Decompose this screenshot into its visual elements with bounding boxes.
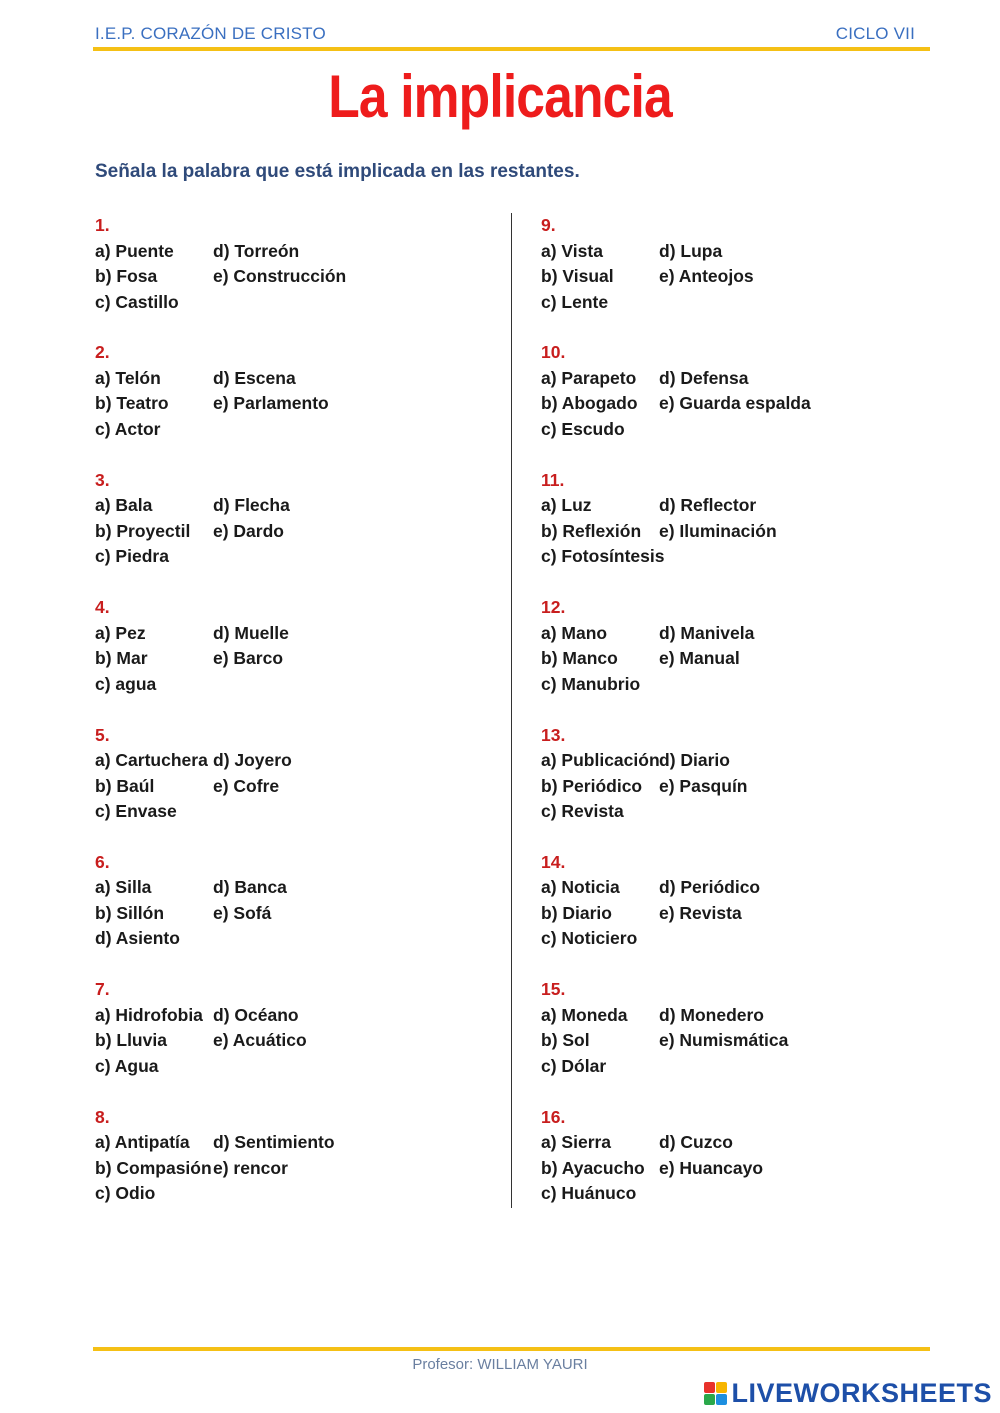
option-row xyxy=(95,264,495,290)
option-text[interactable]: d) Lupa xyxy=(659,240,723,261)
question-item xyxy=(95,595,495,722)
option-text[interactable]: a) Telón xyxy=(95,367,161,388)
option-row xyxy=(541,519,941,545)
option-text[interactable]: d) Sentimiento xyxy=(213,1132,335,1153)
option-row xyxy=(95,366,495,392)
option-text[interactable]: e) Manual xyxy=(659,648,740,669)
liveworksheets-logo-icon xyxy=(704,1382,727,1405)
option-text[interactable]: d) Periódico xyxy=(659,877,761,898)
question-item xyxy=(541,213,941,340)
option-row xyxy=(541,926,941,952)
option-text[interactable]: c) agua xyxy=(95,673,157,694)
option-text[interactable]: c) Lente xyxy=(541,291,609,312)
option-text[interactable]: e) Huancayo xyxy=(659,1157,764,1178)
option-text[interactable]: a) Noticia xyxy=(541,877,620,898)
option-row xyxy=(95,748,495,774)
question-number: 9. xyxy=(541,215,556,235)
question-number: 10. xyxy=(541,342,566,363)
option-row xyxy=(95,1156,495,1182)
option-row xyxy=(95,417,495,443)
option-text[interactable]: e) Revista xyxy=(659,902,742,923)
top-rule xyxy=(93,47,930,51)
question-number: 15. xyxy=(541,979,566,1000)
option-text[interactable]: e) Guarda espalda xyxy=(659,393,811,414)
option-row xyxy=(541,646,941,672)
option-row xyxy=(95,391,495,417)
option-text[interactable]: e) rencor xyxy=(213,1157,288,1178)
option-row xyxy=(541,366,941,392)
option-text[interactable]: a) Pez xyxy=(95,622,146,643)
option-row xyxy=(95,875,495,901)
option-text[interactable]: b) Sillón xyxy=(95,902,165,923)
option-row xyxy=(541,901,941,927)
option-row xyxy=(95,519,495,545)
option-text[interactable]: a) Moneda xyxy=(541,1004,628,1025)
questions-right-column xyxy=(541,213,941,1232)
option-text[interactable]: c) Piedra xyxy=(95,546,169,567)
option-row xyxy=(95,544,495,570)
question-number: 6. xyxy=(95,851,110,872)
option-text[interactable]: d) Reflector xyxy=(659,495,757,516)
option-text[interactable]: d) Banca xyxy=(213,877,287,898)
question-item xyxy=(541,977,941,1104)
question-number: 8. xyxy=(95,1106,110,1127)
option-text[interactable]: b) Baúl xyxy=(95,775,155,796)
option-row xyxy=(541,1130,941,1156)
option-text[interactable]: d) Escena xyxy=(213,367,296,388)
option-text[interactable]: b) Teatro xyxy=(95,393,169,414)
option-row xyxy=(95,1003,495,1029)
option-row xyxy=(541,1156,941,1182)
question-item xyxy=(95,723,495,850)
option-text[interactable]: e) Cofre xyxy=(213,775,280,796)
option-text[interactable]: b) Periódico xyxy=(541,775,643,796)
option-row xyxy=(541,748,941,774)
option-row xyxy=(541,264,941,290)
question-number: 14. xyxy=(541,851,566,872)
option-text[interactable]: c) Castillo xyxy=(95,291,179,312)
option-text[interactable]: d) Asiento xyxy=(95,928,180,949)
option-row xyxy=(95,493,495,519)
question-number: 11. xyxy=(541,469,565,490)
option-text[interactable]: e) Acuático xyxy=(213,1030,307,1051)
option-row xyxy=(95,1054,495,1080)
option-text[interactable]: a) Vista xyxy=(541,240,603,261)
question-item xyxy=(95,977,495,1104)
bottom-rule xyxy=(93,1347,930,1351)
cycle-label: CICLO VII xyxy=(835,24,915,43)
column-divider xyxy=(511,213,512,1208)
option-text[interactable]: a) Antipatía xyxy=(95,1132,190,1153)
option-text[interactable]: b) Sol xyxy=(541,1030,590,1051)
option-text[interactable]: c) Dólar xyxy=(541,1055,607,1076)
option-row xyxy=(541,774,941,800)
question-item xyxy=(541,468,941,595)
option-text[interactable]: b) Ayacucho xyxy=(541,1157,645,1178)
option-row xyxy=(541,544,941,570)
question-item xyxy=(95,850,495,977)
option-row xyxy=(541,417,941,443)
question-number: 1. xyxy=(95,215,110,235)
option-text[interactable]: c) Agua xyxy=(95,1055,159,1076)
option-text[interactable]: a) Sierra xyxy=(541,1132,612,1153)
option-row xyxy=(95,239,495,265)
option-text[interactable]: b) Reflexión xyxy=(541,520,642,541)
option-text[interactable]: a) Puente xyxy=(95,240,174,261)
option-text[interactable]: a) Bala xyxy=(95,495,153,516)
option-text[interactable]: b) Diario xyxy=(541,902,612,923)
question-item xyxy=(541,595,941,722)
question-item xyxy=(95,213,495,340)
option-text[interactable]: a) Publicación xyxy=(541,750,660,771)
option-row xyxy=(95,901,495,927)
option-row xyxy=(541,621,941,647)
option-text[interactable]: b) Fosa xyxy=(95,266,158,286)
question-item xyxy=(95,468,495,595)
option-text[interactable]: a) Cartuchera xyxy=(95,750,208,771)
option-text[interactable]: c) Envase xyxy=(95,801,177,822)
question-item xyxy=(95,340,495,467)
option-text[interactable]: d) Flecha xyxy=(213,495,290,516)
option-row xyxy=(95,799,495,825)
option-text[interactable]: a) Parapeto xyxy=(541,367,637,388)
question-item xyxy=(541,723,941,850)
question-number: 7. xyxy=(95,979,110,1000)
option-row xyxy=(541,391,941,417)
option-row xyxy=(541,672,941,698)
question-item xyxy=(541,1105,941,1232)
option-text[interactable]: d) Defensa xyxy=(659,367,749,388)
option-row xyxy=(541,1028,941,1054)
option-text[interactable]: e) Parlamento xyxy=(213,393,329,414)
option-text[interactable]: e) Construcción xyxy=(213,266,347,286)
option-text[interactable]: c) Revista xyxy=(541,801,624,822)
option-text[interactable]: d) Torreón xyxy=(213,240,300,261)
question-number: 3. xyxy=(95,469,110,490)
option-row xyxy=(95,774,495,800)
option-text[interactable]: c) Huánuco xyxy=(541,1183,637,1204)
option-row xyxy=(541,1054,941,1080)
option-text[interactable]: c) Odio xyxy=(95,1183,156,1204)
option-row xyxy=(541,799,941,825)
option-text[interactable]: a) Silla xyxy=(95,877,152,898)
option-text[interactable]: d) Cuzco xyxy=(659,1132,733,1153)
option-text[interactable]: b) Visual xyxy=(541,266,614,286)
option-text[interactable]: e) Dardo xyxy=(213,520,284,541)
question-number: 2. xyxy=(95,342,110,363)
option-text[interactable]: a) Luz xyxy=(541,495,592,516)
option-text[interactable]: b) Manco xyxy=(541,648,618,669)
option-text[interactable]: e) Pasquín xyxy=(659,775,748,796)
option-row xyxy=(541,875,941,901)
option-row xyxy=(541,1003,941,1029)
option-text[interactable]: a) Mano xyxy=(541,622,608,643)
instruction-text: Señala la palabra que está implicada en las restantes. xyxy=(95,161,580,182)
question-number: 13. xyxy=(541,724,566,745)
option-text[interactable]: d) Océano xyxy=(213,1004,299,1025)
option-text[interactable]: e) Sofá xyxy=(213,902,272,923)
option-text[interactable]: e) Iluminación xyxy=(659,520,777,541)
page-title: La implicancia xyxy=(328,63,672,130)
option-text[interactable]: d) Joyero xyxy=(213,750,292,771)
option-row xyxy=(95,926,495,952)
option-row xyxy=(95,646,495,672)
school-name: I.E.P. CORAZÓN DE CRISTO xyxy=(95,24,326,43)
option-row xyxy=(95,1181,495,1207)
brand-text: LIVEWORKSHEETS xyxy=(731,1378,992,1408)
option-text[interactable]: b) Abogado xyxy=(541,393,638,414)
question-number: 12. xyxy=(541,597,566,618)
teacher-credit: Profesor: WILLIAM YAURI xyxy=(412,1356,588,1373)
option-text[interactable]: d) Muelle xyxy=(213,622,289,643)
option-text[interactable]: b) Proyectil xyxy=(95,520,191,541)
option-row xyxy=(95,1130,495,1156)
option-text[interactable]: d) Monedero xyxy=(659,1004,764,1025)
option-row xyxy=(541,239,941,265)
option-text[interactable]: e) Anteojos xyxy=(659,266,754,286)
option-text[interactable]: b) Mar xyxy=(95,648,148,669)
option-row xyxy=(541,290,941,316)
liveworksheets-brand[interactable] xyxy=(704,1378,992,1409)
option-text[interactable]: e) Numismática xyxy=(659,1030,789,1051)
question-number: 5. xyxy=(95,724,110,745)
option-row xyxy=(95,621,495,647)
option-row xyxy=(541,493,941,519)
option-row xyxy=(95,1028,495,1054)
option-text[interactable]: c) Fotosíntesis xyxy=(541,546,665,567)
question-item xyxy=(95,1105,495,1232)
option-text[interactable]: c) Noticiero xyxy=(541,928,638,949)
option-row xyxy=(95,290,495,316)
option-text[interactable]: c) Actor xyxy=(95,418,161,439)
option-text[interactable]: b) Lluvia xyxy=(95,1030,167,1051)
question-item xyxy=(541,340,941,467)
question-number: 4. xyxy=(95,597,110,618)
option-row xyxy=(541,1181,941,1207)
option-text[interactable]: c) Escudo xyxy=(541,418,625,439)
option-text[interactable]: d) Manivela xyxy=(659,622,755,643)
option-text[interactable]: b) Compasión xyxy=(95,1157,212,1178)
option-text[interactable]: e) Barco xyxy=(213,648,284,669)
option-text[interactable]: c) Manubrio xyxy=(541,673,641,694)
option-text[interactable]: d) Diario xyxy=(659,750,730,771)
option-text[interactable]: a) Hidrofobia xyxy=(95,1004,203,1025)
questions-left-column xyxy=(95,213,495,1232)
option-row xyxy=(95,672,495,698)
question-number: 16. xyxy=(541,1106,566,1127)
question-item xyxy=(541,850,941,977)
